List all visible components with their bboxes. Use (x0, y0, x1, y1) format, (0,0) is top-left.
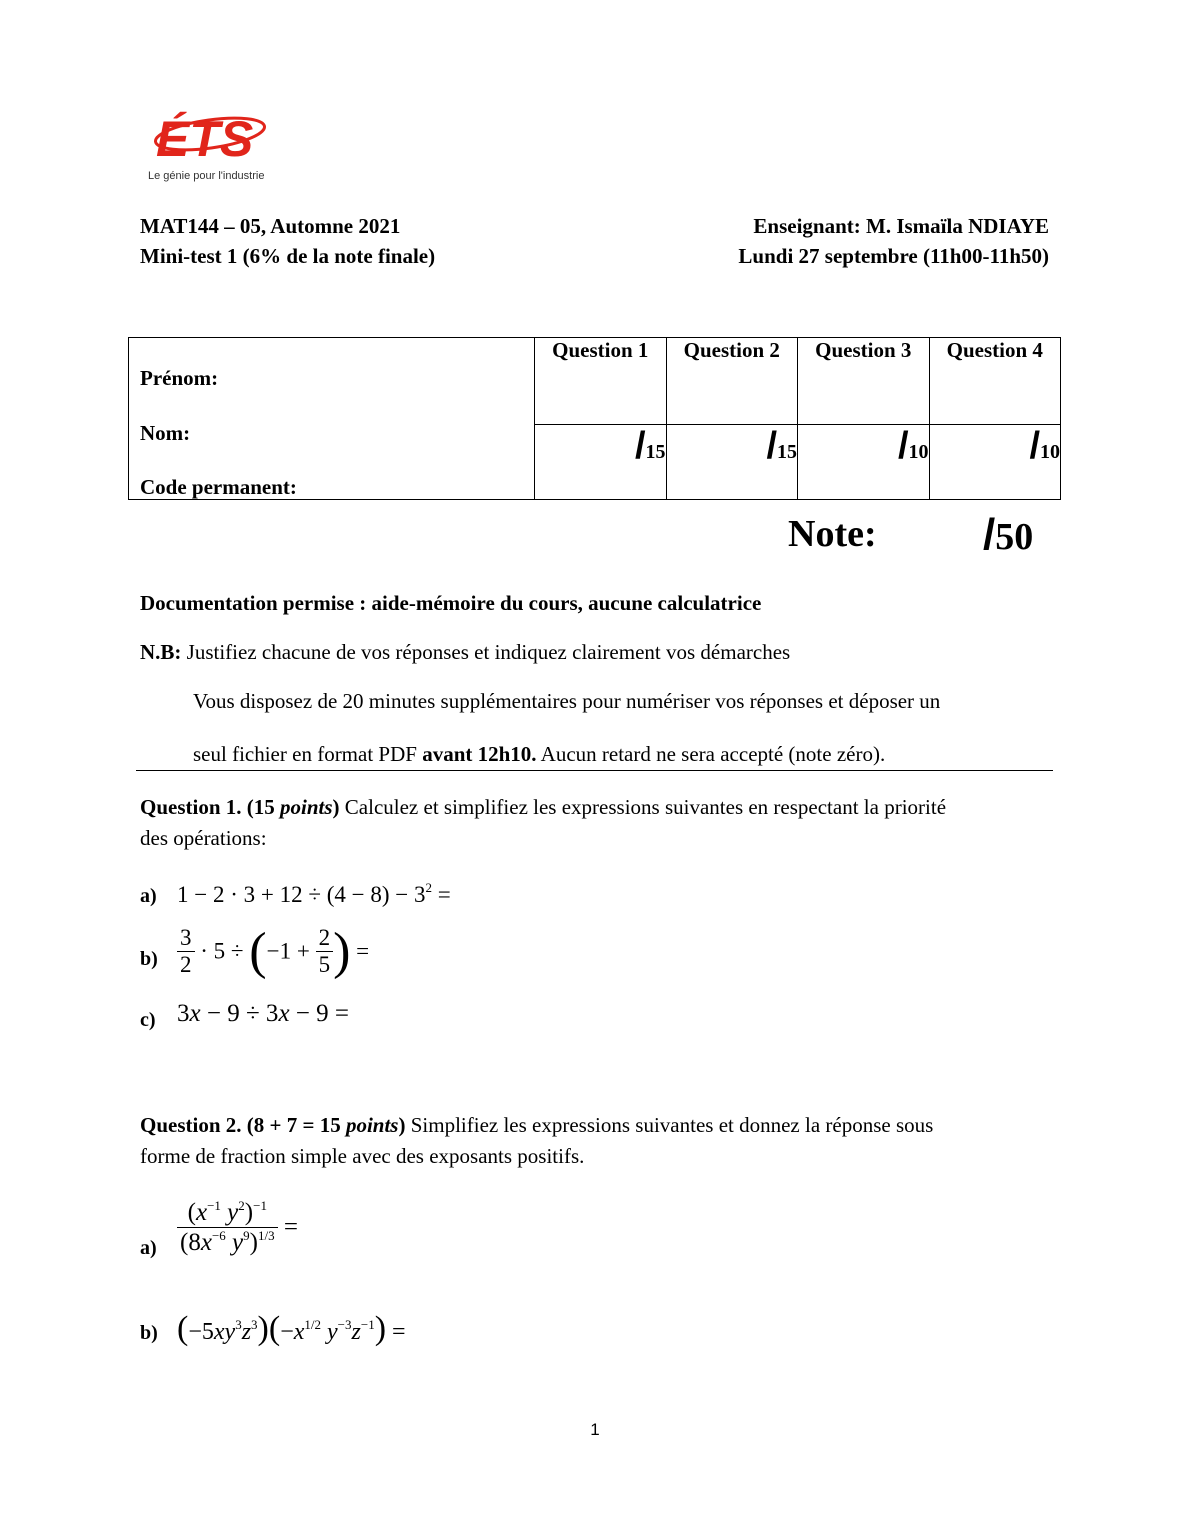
question-4-header: Question 4 (929, 338, 1061, 425)
question-1-header: Question 1 (535, 338, 667, 425)
test-title: Mini-test 1 (6% de la note finale) (140, 244, 436, 268)
submission-line-1: Vous disposez de 20 minutes supplémentaires pour numériser vos réponses et déposer un (193, 689, 941, 713)
q1-c-label: c) (140, 1009, 156, 1031)
documentation-note: Documentation permise : aide-mémoire du cours, aucune calculatrice (140, 591, 762, 615)
q1-b-label: b) (140, 948, 158, 970)
q1-a-label: a) (140, 885, 157, 907)
q1-c-expression: 3x − 9 ÷ 3x − 9 = (177, 1000, 349, 1027)
q1-a-expression: $1 - 2 \cdot 3 + 12 \div (4 - 8) - 3^2$ = (177, 880, 451, 907)
score-table (128, 337, 1061, 500)
total-max: 50 (995, 516, 1034, 558)
nb-line: N.B: Justifiez chacune de vos réponses et indiquez clairement vos démarches (140, 640, 791, 664)
svg-text:Le génie pour l'industrie: Le génie pour l'industrie (148, 170, 265, 182)
q1-b-expression: $\frac{3}{2}$ · 5 ÷ (−1 + $\frac{2}{5}$ ) = (177, 922, 369, 981)
question-1-title-cont: des opérations: (140, 826, 267, 850)
first-name-label: Prénom: (140, 366, 219, 390)
question-2-title-cont: forme de fraction simple avec des exposants positifs. (140, 1144, 585, 1168)
course-title: MAT144 – 05, Automne 2021 (140, 214, 401, 238)
question-1-score[interactable]: /15 (535, 425, 667, 500)
question-2-max: 15 (777, 441, 797, 463)
q2-b-expression: $(-5xy^3z^3)(-x^{1/2}$ $y^{-3}z^{-1}$) = (177, 1310, 406, 1347)
last-name-label: Nom: (140, 421, 191, 445)
question-4-score[interactable]: /10 (929, 425, 1061, 500)
total-label: Note: (788, 513, 877, 555)
test-date: Lundi 27 septembre (11h00-11h50) (738, 244, 1049, 268)
total-score[interactable]: /50 (983, 510, 1034, 559)
question-1-max: 15 (645, 441, 666, 463)
page-number: 1 (590, 1420, 600, 1439)
q2-a-label: a) (140, 1237, 157, 1259)
permanent-code-label: Code permanent: (140, 475, 297, 499)
student-identity-cell[interactable] (129, 338, 535, 500)
divider (136, 770, 1053, 771)
question-2-title: Question 2. (8 + 7 = 15 points) Simplifiez les expressions suivantes et donnez la réponse sous (140, 1113, 934, 1137)
question-1-title: Question 1. (15 points) Calculez et simplifiez les expressions suivantes en respectant la priorité (140, 795, 947, 819)
question-3-max: 10 (908, 441, 929, 463)
question-4-max: 10 (1040, 441, 1060, 463)
question-2-score[interactable]: /15 (666, 425, 798, 500)
q2-b-label: b) (140, 1322, 158, 1344)
question-2-header: Question 2 (666, 338, 798, 425)
ets-logo (148, 100, 283, 185)
question-3-score[interactable]: /10 (798, 425, 930, 500)
question-3-header: Question 3 (798, 338, 930, 425)
svg-text:ÉTS: ÉTS (156, 111, 254, 167)
submission-line-2: seul fichier en format PDF avant 12h10. Aucun retard ne sera accepté (note zéro). (193, 742, 886, 766)
q2-a-expression: $\frac{(x^{-1} y^2)^{-1}}{(8x^{-6} y^9)^{1/3}}$ = (177, 1198, 298, 1257)
teacher-name: Enseignant: M. Ismaïla NDIAYE (753, 214, 1049, 238)
